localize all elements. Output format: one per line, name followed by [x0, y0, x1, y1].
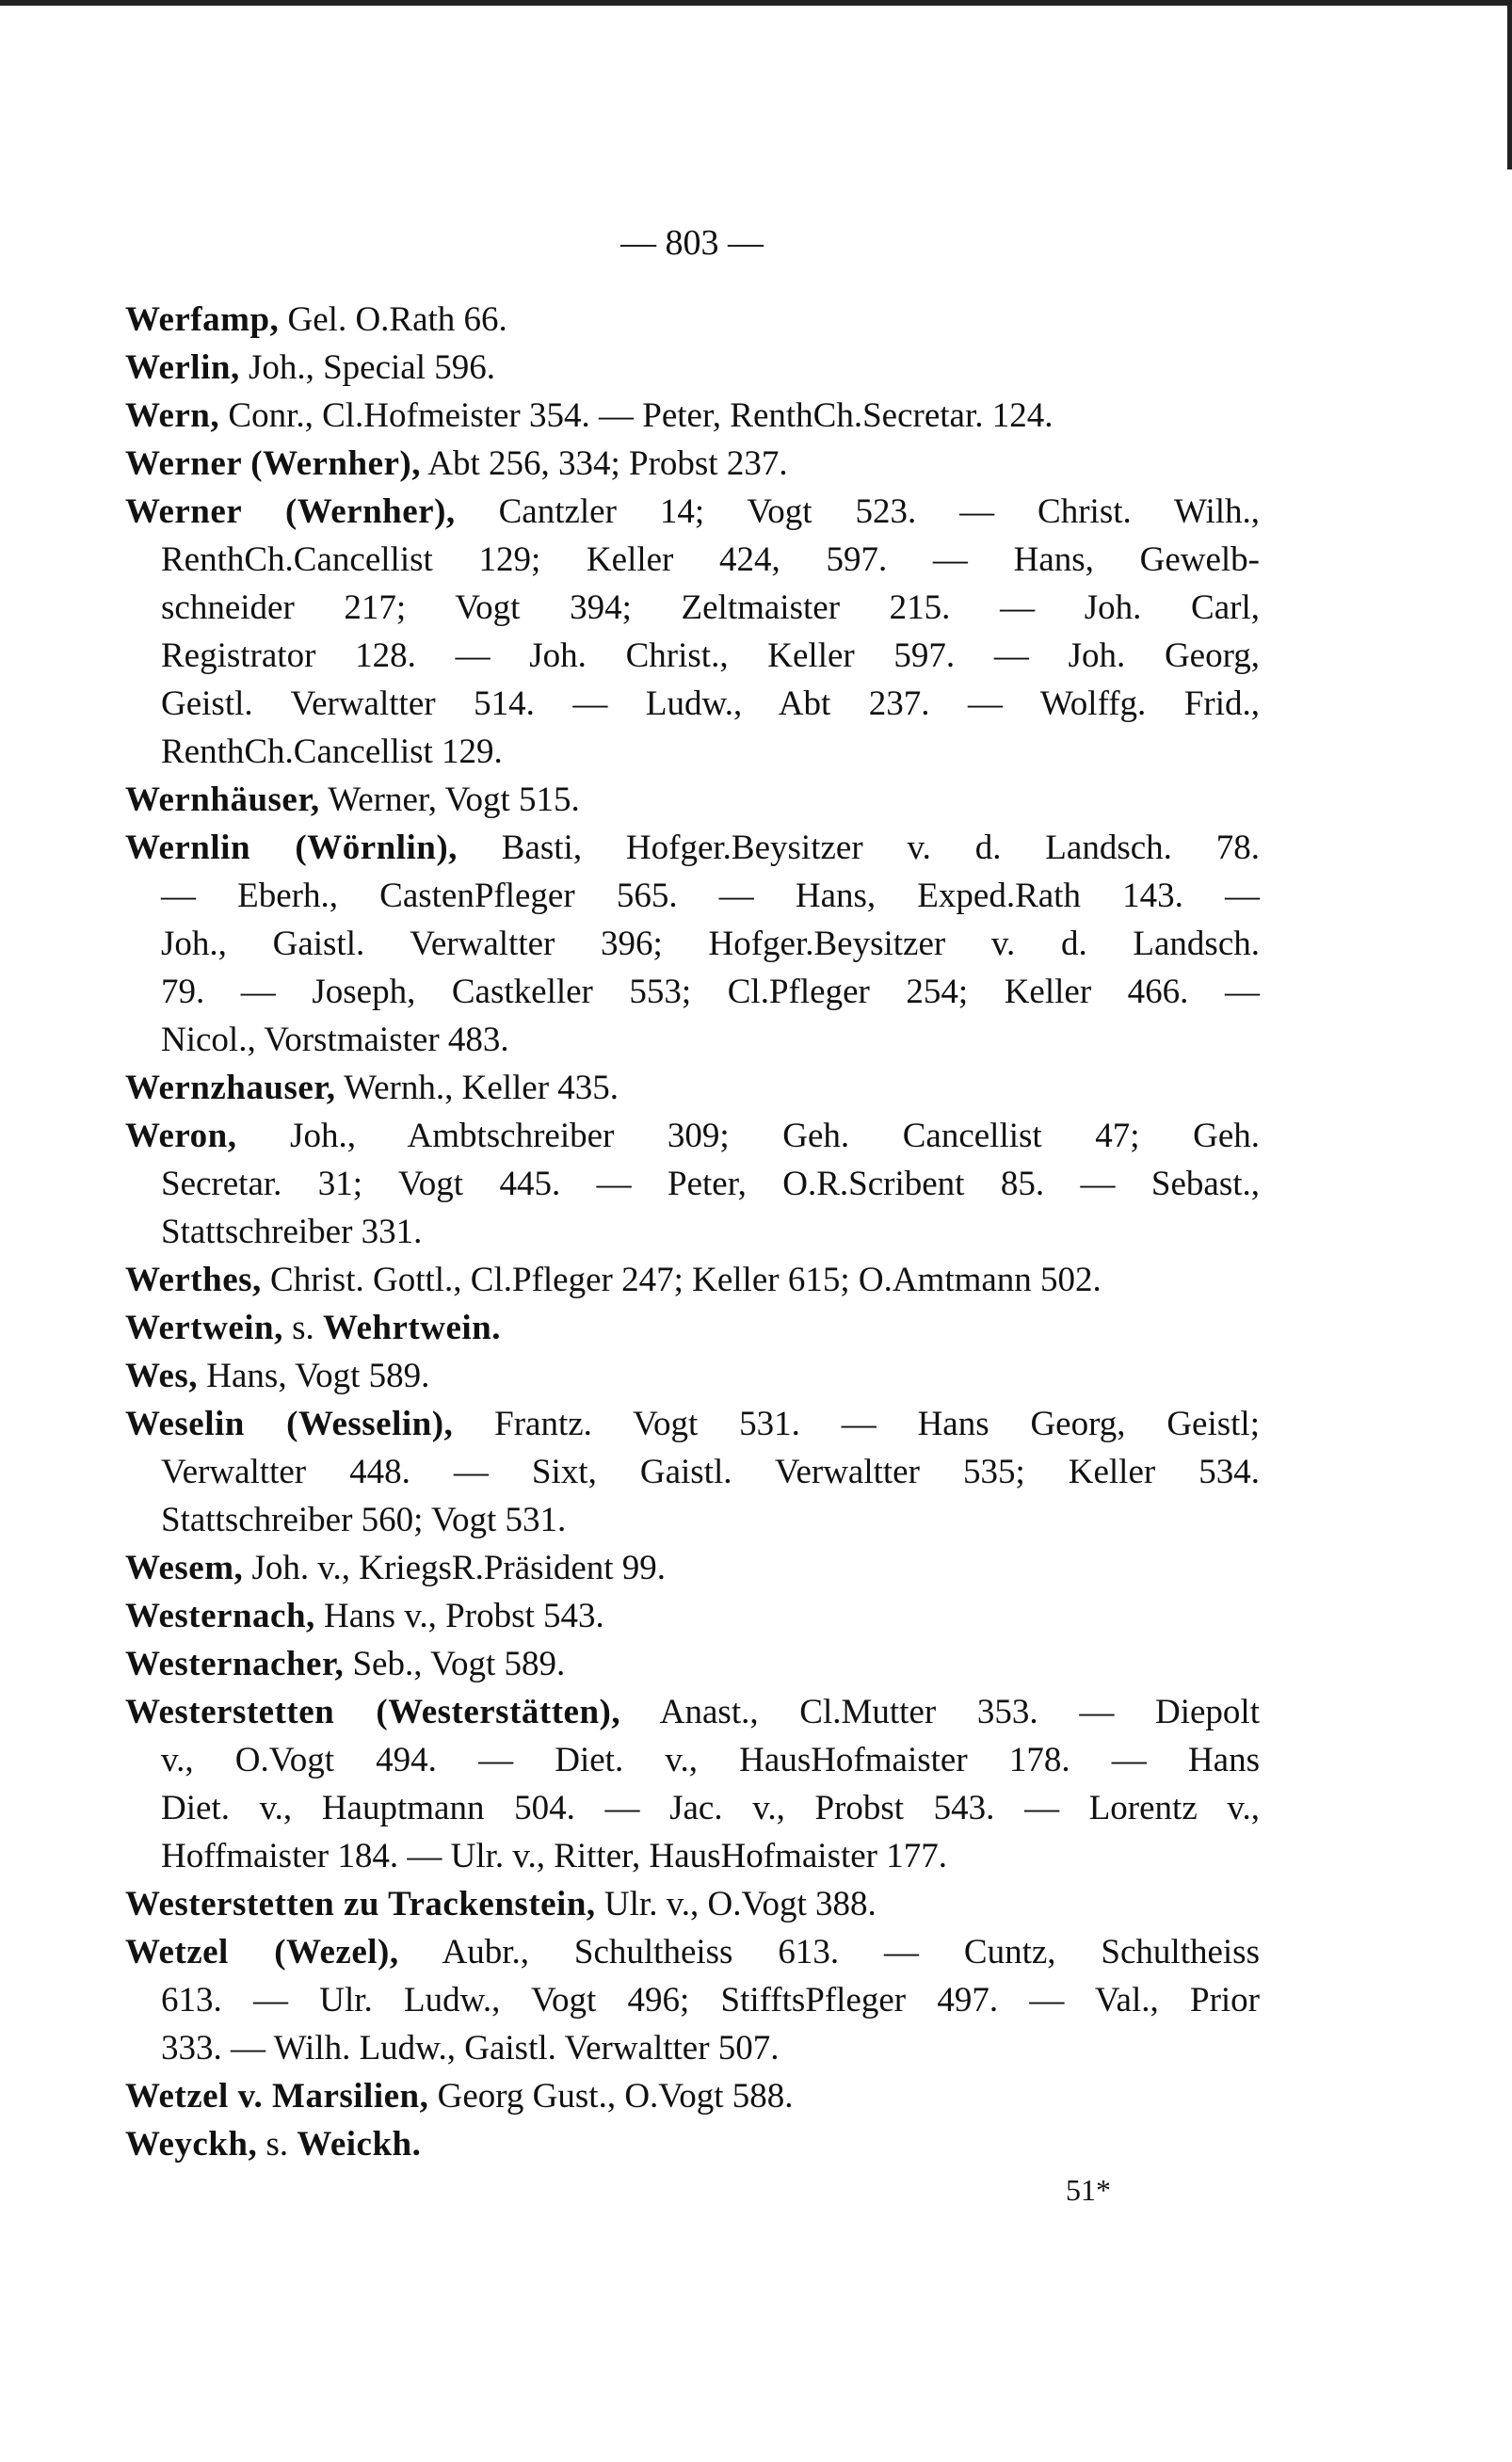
entry-surname: Westernacher,: [125, 1645, 345, 1683]
entry-text: Cantzler 14; Vogt 523. — Christ. Wilh.,: [498, 492, 1261, 531]
entry-first-line: [125, 2072, 1260, 2120]
index-entry: [125, 1880, 1260, 1928]
entry-surname: Werlin,: [125, 348, 240, 387]
entry-continuation-line: [161, 1448, 1260, 1496]
entry-surname: Werthes,: [125, 1261, 262, 1299]
entry-first-line: [125, 1112, 1260, 1160]
entry-first-line: [125, 440, 1260, 488]
index-entry: [125, 776, 1260, 824]
entry-surname: Werner (Wernher),: [125, 444, 422, 483]
entry-text: v., O.Vogt 494. — Diet. v., HausHofmaister 178. — Hans: [161, 1741, 1260, 1779]
entry-surname: Westerstetten (Westerstätten),: [125, 1693, 621, 1731]
entry-text: Hoffmaister 184. — Ulr. v., Ritter, HausHofmaister 177.: [161, 1837, 947, 1875]
entry-continuation-line: [161, 1160, 1260, 1208]
entry-continuation-line: [161, 1496, 1260, 1544]
entry-surname: Wernlin (Wörnlin),: [125, 829, 458, 867]
index-entry: [125, 1304, 1260, 1352]
entry-first-line: [125, 488, 1260, 536]
entry-first-line: [125, 1064, 1260, 1112]
entry-first-line: [125, 2120, 1260, 2168]
entry-text: Joh., Special 596.: [248, 348, 496, 387]
index-entry: [125, 1928, 1260, 2072]
index-entry: [125, 1544, 1260, 1592]
entry-text: Aubr., Schultheiss 613. — Cuntz, Schultheiss: [442, 1933, 1260, 1971]
index-entry: [125, 2072, 1260, 2120]
entry-text: Joh., Gaistl. Verwaltter 396; Hofger.Beysitzer v. d. Landsch.: [161, 925, 1260, 963]
entry-first-line: [125, 824, 1260, 872]
entry-text: Frantz. Vogt 531. — Hans Georg, Geistl;: [494, 1405, 1260, 1443]
entry-surname: Westernach,: [125, 1597, 315, 1635]
entry-text: s.: [265, 2125, 289, 2164]
entry-continuation-line: [161, 920, 1260, 968]
entry-surname: Westerstetten zu Trackenstein,: [125, 1885, 596, 1923]
entry-surname: Wetzel v. Marsilien,: [125, 2077, 429, 2116]
entry-continuation-line: [161, 1832, 1260, 1880]
index-entry: [125, 2120, 1260, 2168]
entry-text: Basti, Hofger.Beysitzer v. d. Landsch. 78.: [501, 829, 1260, 867]
entry-first-line: [125, 392, 1260, 440]
entry-text: RenthCh.Cancellist 129; Keller 424, 597. — Hans, Gewelb-: [161, 540, 1260, 579]
cross-reference: Wehrtwein.: [323, 1309, 501, 1347]
index-entry: [125, 1256, 1260, 1304]
index-entries: [125, 296, 1260, 2168]
entry-text: 613. — Ulr. Ludw., Vogt 496; StifftsPfleger 497. — Val., Prior: [161, 1981, 1260, 2019]
index-entry: [125, 296, 1260, 344]
entry-first-line: [125, 1304, 1260, 1352]
entry-text: Anast., Cl.Mutter 353. — Diepolt: [659, 1693, 1260, 1731]
entry-text: 333. — Wilh. Ludw., Gaistl. Verwaltter 507.: [161, 2029, 780, 2068]
entry-text: Registrator 128. — Joh. Christ., Keller 597. — Joh. Georg,: [161, 636, 1260, 675]
entry-surname: Weselin (Wesselin),: [125, 1405, 454, 1443]
index-entry: [125, 1688, 1260, 1880]
entry-first-line: [125, 296, 1260, 344]
page-number: — 803 —: [620, 223, 764, 263]
entry-continuation-line: [161, 1736, 1260, 1784]
index-entry: [125, 824, 1260, 1064]
entry-continuation-line: [161, 1208, 1260, 1256]
entry-text: Ulr. v., O.Vogt 388.: [603, 1885, 877, 1923]
entry-text: Verwaltter 448. — Sixt, Gaistl. Verwaltter 535; Keller 534.: [161, 1453, 1260, 1491]
entry-text: — Eberh., CastenPfleger 565. — Hans, Exped.Rath 143. —: [161, 877, 1260, 915]
entry-text: Hans, Vogt 589.: [206, 1357, 430, 1395]
entry-first-line: [125, 1544, 1260, 1592]
entry-text: Hans v., Probst 543.: [324, 1597, 604, 1635]
page-top-edge: [0, 0, 1512, 6]
entry-continuation-line: [161, 1016, 1260, 1064]
entry-continuation-line: [161, 1784, 1260, 1832]
entry-text: Gel. O.Rath 66.: [287, 300, 507, 339]
entry-first-line: [125, 1400, 1260, 1448]
entry-first-line: [125, 344, 1260, 392]
entry-text: Georg Gust., O.Vogt 588.: [437, 2077, 794, 2116]
entry-first-line: [125, 1256, 1260, 1304]
entry-text: Abt 256, 334; Probst 237.: [427, 444, 788, 483]
index-entry: [125, 1592, 1260, 1640]
entry-continuation-line: [161, 536, 1260, 584]
entry-continuation-line: [161, 584, 1260, 632]
entry-text: Christ. Gottl., Cl.Pfleger 247; Keller 615; O.Amtmann 502.: [270, 1261, 1102, 1299]
entry-surname: Werfamp,: [125, 300, 280, 339]
entry-surname: Weron,: [125, 1117, 237, 1155]
entry-continuation-line: [161, 2024, 1260, 2072]
index-entry: [125, 1352, 1260, 1400]
entry-surname: Werner (Wernher),: [125, 492, 456, 531]
entry-text: 79. — Joseph, Castkeller 553; Cl.Pfleger 254; Keller 466. —: [161, 973, 1260, 1011]
entry-first-line: [125, 776, 1260, 824]
page-right-edge: [1507, 0, 1512, 169]
entry-surname: Wesem,: [125, 1549, 244, 1587]
index-entry: [125, 344, 1260, 392]
entry-surname: Wertwein,: [125, 1309, 283, 1347]
entry-first-line: [125, 1592, 1260, 1640]
entry-text: schneider 217; Vogt 394; Zeltmaister 215. — Joh. Carl,: [161, 588, 1260, 627]
entry-text: Werner, Vogt 515.: [328, 780, 580, 819]
entry-continuation-line: [161, 968, 1260, 1016]
index-entry: [125, 1400, 1260, 1544]
entry-surname: Wernhäuser,: [125, 780, 320, 819]
index-entry: [125, 488, 1260, 776]
entry-surname: Wern,: [125, 396, 220, 435]
entry-first-line: [125, 1640, 1260, 1688]
entry-first-line: [125, 1928, 1260, 1976]
entry-text: RenthCh.Cancellist 129.: [161, 732, 503, 771]
entry-continuation-line: [161, 728, 1260, 776]
cross-reference: Weickh.: [297, 2125, 422, 2164]
entry-text: s.: [292, 1309, 314, 1347]
entry-surname: Weyckh,: [125, 2125, 258, 2164]
entry-first-line: [125, 1880, 1260, 1928]
entry-continuation-line: [161, 1976, 1260, 2024]
entry-text: Stattschreiber 560; Vogt 531.: [161, 1501, 567, 1539]
index-entry: [125, 1112, 1260, 1256]
index-entry: [125, 440, 1260, 488]
entry-continuation-line: [161, 872, 1260, 920]
entry-text: Conr., Cl.Hofmeister 354. — Peter, RenthCh.Secretar. 124.: [228, 396, 1054, 435]
entry-text: Joh. v., KriegsR.Präsident 99.: [251, 1549, 667, 1587]
entry-text: Nicol., Vorstmaister 483.: [161, 1021, 509, 1059]
entry-first-line: [125, 1688, 1260, 1736]
entry-text: Seb., Vogt 589.: [352, 1645, 566, 1683]
index-entry: [125, 392, 1260, 440]
index-entry: [125, 1640, 1260, 1688]
entry-surname: Wes,: [125, 1357, 199, 1395]
signature-mark: 51*: [1066, 2173, 1111, 2207]
entry-text: Stattschreiber 331.: [161, 1213, 423, 1251]
entry-surname: Wetzel (Wezel),: [125, 1933, 399, 1971]
entry-continuation-line: [161, 632, 1260, 680]
index-entry: [125, 1064, 1260, 1112]
entry-text: Secretar. 31; Vogt 445. — Peter, O.R.Scribent 85. — Sebast.,: [161, 1165, 1260, 1203]
entry-text: Wernh., Keller 435.: [344, 1069, 619, 1107]
entry-text: Joh., Ambtschreiber 309; Geh. Cancellist 47; Geh.: [290, 1117, 1260, 1155]
entry-continuation-line: [161, 680, 1260, 728]
entry-text: Diet. v., Hauptmann 504. — Jac. v., Probst 543. — Lorentz v.,: [161, 1789, 1260, 1827]
entry-first-line: [125, 1352, 1260, 1400]
entry-surname: Wernzhauser,: [125, 1069, 336, 1107]
entry-text: Geistl. Verwaltter 514. — Ludw., Abt 237. — Wolffg. Frid.,: [161, 684, 1260, 723]
